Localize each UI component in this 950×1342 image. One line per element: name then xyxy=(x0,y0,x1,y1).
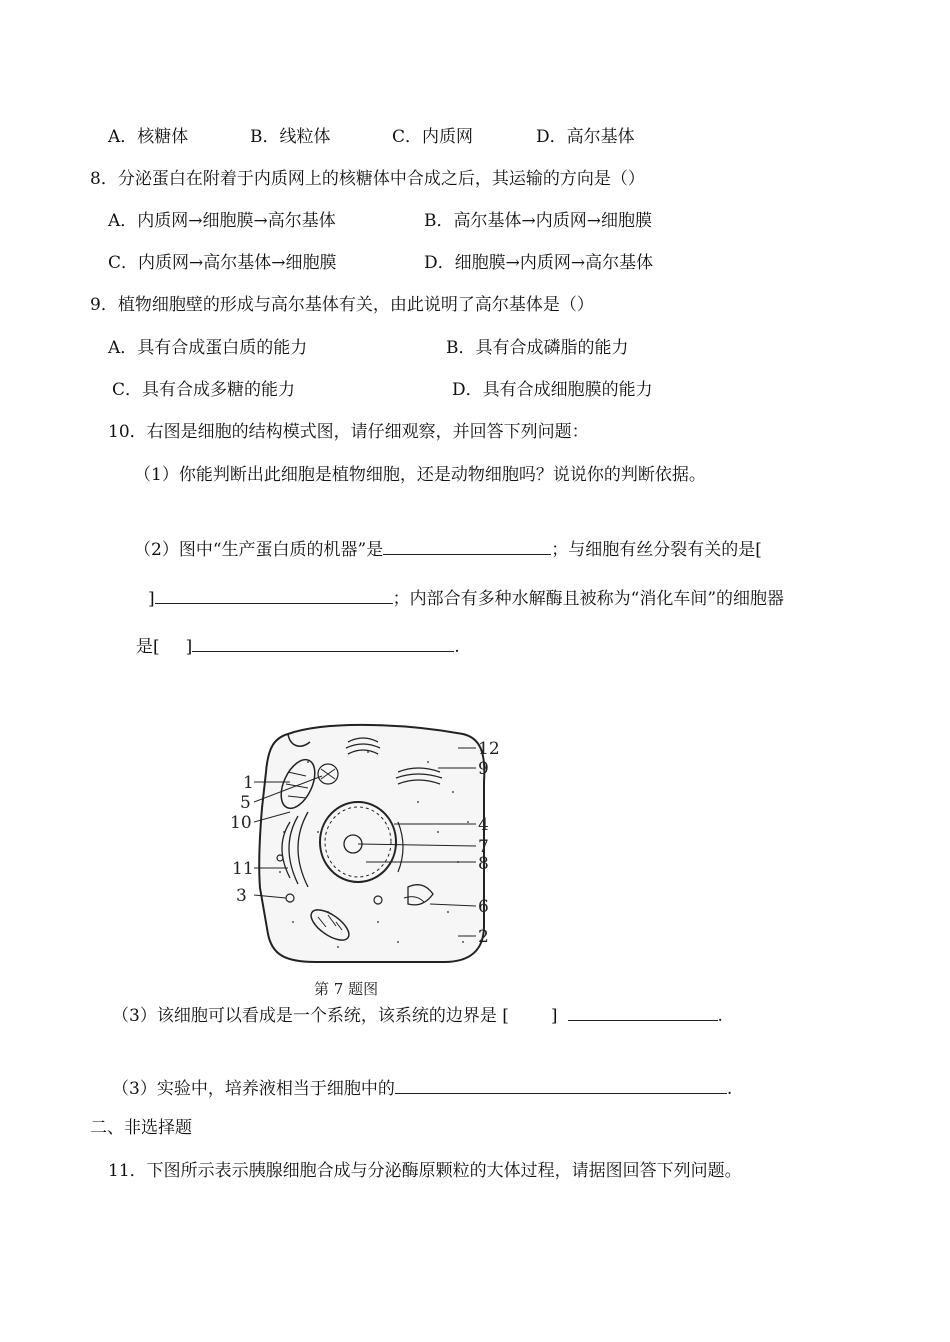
label-5: 5 xyxy=(240,793,251,813)
q9-option-b: B．具有合成磷脂的能力 xyxy=(446,338,629,358)
q10-part2-line2 xyxy=(148,586,784,610)
q10-part2-line3 xyxy=(136,634,460,658)
cell-membrane xyxy=(259,725,484,962)
q9-option-c: C．具有合成多糖的能力 xyxy=(112,380,296,400)
label-7: 7 xyxy=(478,837,489,857)
q10-part3-text-c: . xyxy=(717,1006,723,1026)
q10-part2-text-e: 是[ xyxy=(136,637,160,657)
label-11: 11 xyxy=(232,859,254,879)
label-3: 3 xyxy=(236,886,247,906)
q7-option-d: D．高尔基体 xyxy=(536,127,635,147)
q10-part2-text-a: （2）图中“生产蛋白质的机器”是 xyxy=(134,540,384,560)
q11-stem: 11．下图所示表示胰腺细胞合成与分泌酶原颗粒的大体过程，请据图回答下列问题。 xyxy=(108,1161,742,1181)
q10-stem: 10．右图是细胞的结构模式图，请仔细观察，并回答下列问题： xyxy=(108,422,589,442)
q7-option-a: A．核糖体 xyxy=(108,127,189,147)
label-8: 8 xyxy=(478,854,489,874)
label-10: 10 xyxy=(230,813,252,833)
q10-part4 xyxy=(112,1076,732,1100)
q10-part2-text-d: ；内部合有多种水解酶且被称为“消化车间”的细胞器 xyxy=(392,589,785,609)
figure-caption: 第 7 题图 xyxy=(314,980,379,998)
q10-part3-text-a: （3）该细胞可以看成是一个系统，该系统的边界是 [ xyxy=(112,1006,509,1026)
q10-part2-text-f: ] xyxy=(185,637,193,657)
q8-option-a: A．内质网→细胞膜→高尔基体 xyxy=(108,211,336,231)
answer-blank[interactable] xyxy=(568,1003,718,1021)
q10-part3 xyxy=(112,1003,723,1027)
q9-stem: 9．植物细胞壁的形成与高尔基体有关，由此说明了高尔基体是（） xyxy=(90,295,594,315)
q9-option-d: D．具有合成细胞膜的能力 xyxy=(452,380,653,400)
q10-part4-text-a: （3）实验中，培养液相当于细胞中的 xyxy=(112,1079,395,1099)
q8-option-c: C．内质网→高尔基体→细胞膜 xyxy=(108,253,337,273)
label-6: 6 xyxy=(478,897,489,917)
answer-blank[interactable] xyxy=(155,586,393,604)
q8-option-b: B．高尔基体→内质网→细胞膜 xyxy=(424,211,652,231)
section-heading: 二、非选择题 xyxy=(90,1118,192,1138)
answer-blank[interactable] xyxy=(383,537,551,555)
label-4: 4 xyxy=(478,815,489,835)
q9-option-a: A．具有合成蛋白质的能力 xyxy=(108,338,308,358)
label-9: 9 xyxy=(478,759,489,779)
label-12: 12 xyxy=(478,739,500,759)
q10-part1: （1）你能判断出此细胞是植物细胞，还是动物细胞吗？说说你的判断依据。 xyxy=(134,465,706,485)
answer-blank[interactable] xyxy=(395,1076,727,1094)
q10-part2-text-c: ] xyxy=(148,589,155,609)
q7-option-c: C．内质网 xyxy=(392,127,474,147)
q10-part3-text-b: ] xyxy=(550,1006,558,1026)
q10-part2-text-b: ；与细胞有丝分裂有关的是[ xyxy=(551,540,762,560)
answer-blank[interactable] xyxy=(192,634,454,652)
q10-part4-text-b: . xyxy=(726,1079,733,1099)
label-1: 1 xyxy=(243,773,254,793)
q10-part2-line1 xyxy=(134,537,762,561)
q8-stem: 8．分泌蛋白在附着于内质网上的核糖体中合成之后，其运输的方向是（） xyxy=(90,169,645,189)
cell-diagram xyxy=(218,712,504,998)
q10-part2-text-g: . xyxy=(454,637,460,657)
label-2: 2 xyxy=(478,927,489,947)
q7-option-b: B．线粒体 xyxy=(250,127,331,147)
cell-structure-figure xyxy=(218,712,504,998)
q8-option-d: D．细胞膜→内质网→高尔基体 xyxy=(424,253,654,273)
